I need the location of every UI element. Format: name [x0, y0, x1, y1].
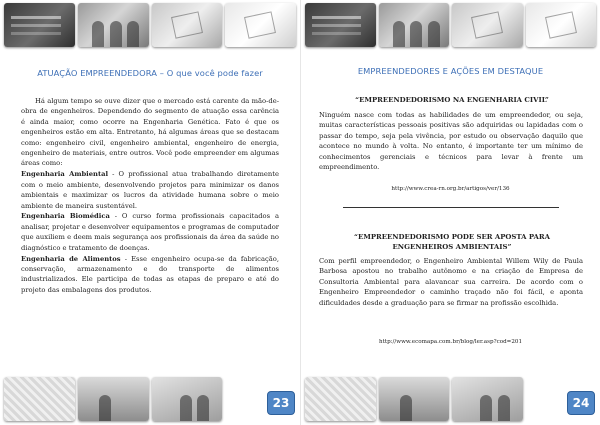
article-title: “EMPREENDEDORISMO PODE SER APOSTA PARA ENGENHEIROS AMBIENTAIS” [354, 233, 550, 251]
chalkboard-photo [305, 3, 376, 47]
article-text: Com perfil empreendedor, o Engenheiro Ambiental Willem Wily de Paula Barbosa apostou no trabalho autônomo e na criação de Empresa de Consultoria Ambiental para alavancar sua carreira. De acordo com o Engenheiro Empreendedor o caminho traçado não foi fácil, e aponta dificuldades desde a graduação para se firmar na profissão escolhida. [319, 257, 583, 307]
item-paragraph [21, 254, 279, 296]
room-photo [452, 377, 523, 421]
article-title: “EMPREENDEDORISMO NA ENGENHARIA CIVIL” [355, 96, 549, 104]
body-text [21, 96, 279, 296]
source-link[interactable]: http://www.crea-rn.org.br/artigos/ver/136 [391, 186, 510, 192]
item-paragraph [21, 211, 279, 253]
desk-photo [152, 3, 223, 47]
item-text: - O curso forma profissionais capacitados a analisar, projetar e desenvolver equipamentos e programas de computador que auxiliem e deem mais segurança aos profissionais da área da saúde no diagnóstico e tratamento de doenças. [21, 212, 280, 252]
top-photo-strip-right [305, 3, 596, 47]
group-photo [78, 3, 149, 47]
divider [343, 207, 559, 208]
page-number: 24 [567, 391, 595, 415]
page-number: 23 [267, 391, 295, 415]
sketch-photo [305, 377, 376, 421]
article-text: Ninguém nasce com todas as habilidades de um empreendedor, ou seja, muitas características pessoais positivas são adquiridas ou lapidadas com o passar do tempo, seja pela vivência, por estudo ou observação daquilo que acontece no mundo à volta. No entanto, é importante ter um mínimo de conhecimentos gerenciais e técnicos para levar à frente um empreendimento. [319, 111, 583, 172]
city-photo [78, 377, 149, 421]
source-link[interactable]: http://www.ecomapa.com.br/blog/ler.asp?cod=201 [378, 339, 523, 345]
item-term: Engenharia Biomédica [21, 212, 110, 221]
group-photo [379, 3, 450, 47]
item-term: Engenharia de Alimentos [21, 254, 121, 263]
item-paragraph [21, 169, 279, 211]
item-term: Engenharia Ambiental [21, 170, 109, 179]
bottom-photo-strip-right [305, 377, 596, 421]
desk-photo [452, 3, 523, 47]
right-page [300, 0, 600, 425]
bottom-photo-strip-left [4, 377, 296, 421]
intro-paragraph: Há algum tempo se ouve dizer que o mercado está carente da mão-de-obra de engenheiros. Dependendo do segmento de atuação essa carência é ainda maior, como ocorre na Engenharia Genética. Fato é que os engenheiros estão em alta. Entretanto, há algumas áreas que se destacam como: engenheiro civil, engenheiro ambiental, engenheiro de energia, engenheiro de materiais, entre outros. Você pode empreender em algumas áreas como: [21, 97, 279, 168]
item-text: - Esse engenheiro ocupa-se da fabricação, conservação, armazenamento e do transporte de alimentos industrializados. Ele participa de todas as etapas de preparo e até do projeto das embalagens dos produtos. [21, 254, 279, 294]
drawing-photo [526, 3, 597, 47]
room-photo [152, 377, 223, 421]
item-text: - O profissional atua trabalhando diretamente com o meio ambiente, desenvolvendo projetos para minimizar os danos ambientais e maximizar os lucros da atividade humana sobre o meio ambiente de maneira sustentável. [21, 170, 279, 210]
city-photo [379, 377, 450, 421]
section-title: ATUAÇÃO EMPREENDEDORA – O que você pode fazer [37, 68, 263, 78]
sketch-photo [4, 377, 75, 421]
top-photo-strip-left [4, 3, 296, 47]
section-title: EMPREENDEDORES E AÇÕES EM DESTAQUE [357, 66, 544, 76]
drawing-photo [225, 3, 296, 47]
chalkboard-photo [4, 3, 75, 47]
